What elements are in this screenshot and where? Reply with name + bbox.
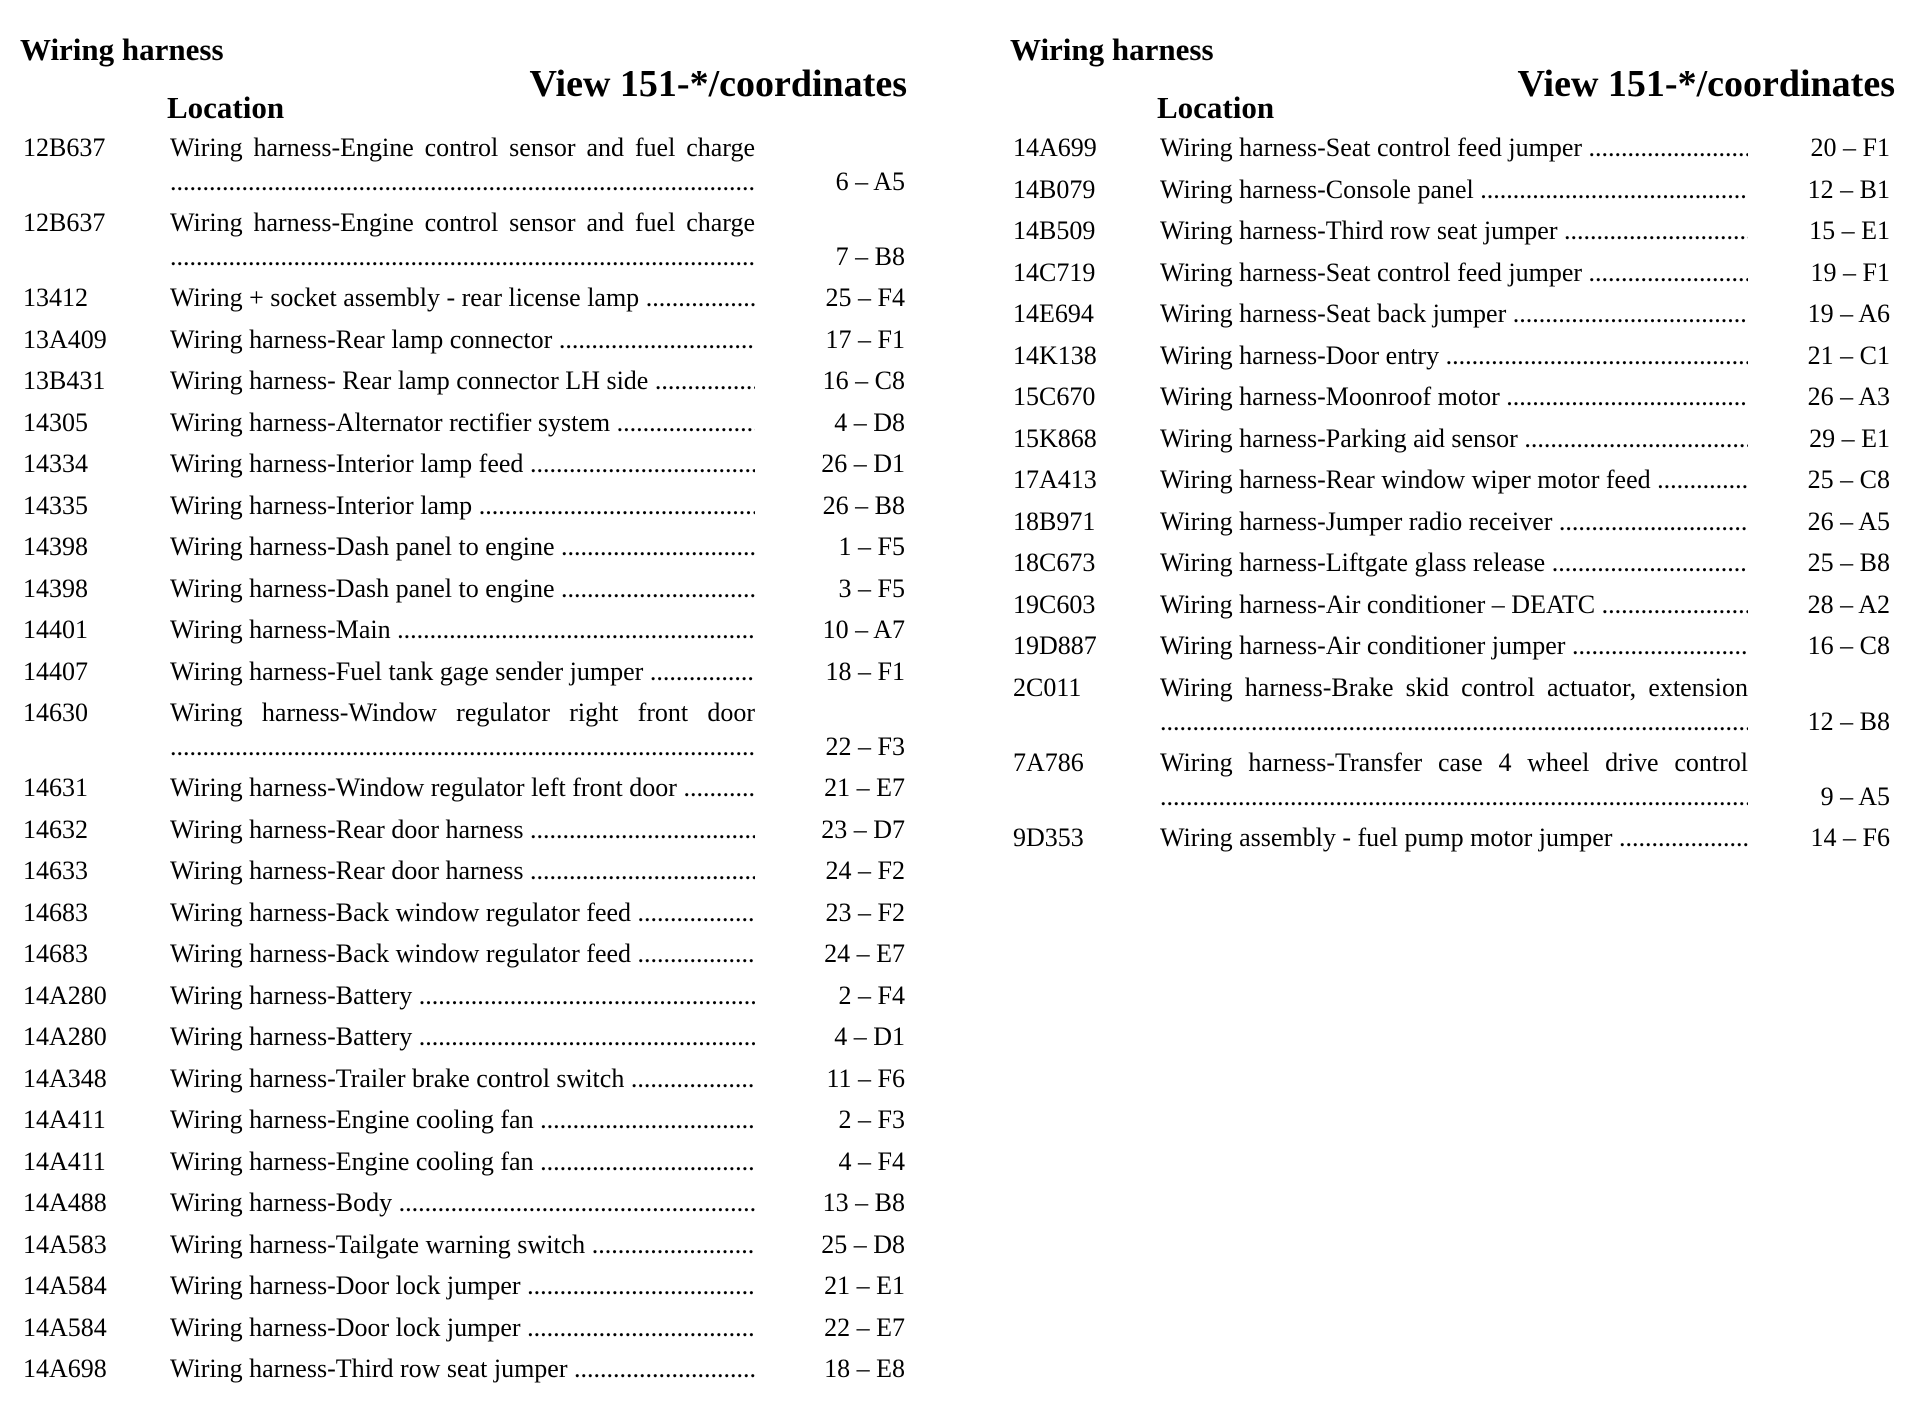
part-description: Wiring harness-Engine cooling fan ..... — [170, 1105, 755, 1135]
view-coordinate: 2 – F4 — [838, 980, 905, 1010]
view-coordinates-heading: View 151-*/coordinates — [1517, 63, 1895, 105]
part-code: 14633 — [23, 856, 88, 885]
dot-leader — [170, 242, 755, 272]
index-row — [0, 532, 905, 574]
part-code: 15K868 — [1013, 423, 1097, 453]
part-code: 14A348 — [23, 1063, 107, 1093]
part-description: Wiring harness-Dash panel to engine ..... — [170, 532, 755, 562]
part-code: 14A584 — [23, 1271, 107, 1300]
index-row — [0, 1354, 905, 1396]
part-code: 14A280 — [23, 980, 107, 1010]
part-description: Wiring harness-Trailer brake control switch ..... — [170, 1064, 755, 1094]
index-row — [0, 1271, 905, 1313]
view-coordinate: 15 – E1 — [1809, 216, 1890, 245]
view-coordinate: 26 – A3 — [1807, 382, 1890, 411]
part-code: 14A699 — [1013, 133, 1097, 162]
part-code: 14398 — [23, 532, 88, 561]
index-row — [990, 258, 1890, 300]
part-code: 14632 — [23, 814, 88, 844]
view-coordinate: 7 – B8 — [835, 242, 905, 271]
index-row — [990, 465, 1890, 507]
part-code: 14A584 — [23, 1312, 107, 1342]
part-description: Wiring harness-Seat control feed jumper ..... — [1160, 258, 1748, 288]
part-description: Wiring harness-Window regulator right front door — [170, 698, 755, 727]
index-row — [990, 216, 1890, 258]
index-row — [0, 325, 905, 367]
part-code: 14631 — [23, 773, 88, 802]
index-row — [0, 981, 905, 1023]
part-description: Wiring harness-Rear door harness ..... — [170, 815, 755, 845]
index-row — [990, 548, 1890, 590]
view-coordinate: 21 – C1 — [1807, 340, 1890, 370]
part-description: Wiring harness-Engine control sensor and fuel charge — [170, 208, 755, 237]
part-description: Wiring harness-Interior lamp ..... — [170, 491, 755, 521]
view-coordinate: 29 – E1 — [1809, 423, 1890, 453]
part-description: Wiring harness-Air conditioner – DEATC ..... — [1160, 590, 1748, 620]
view-coordinate: 25 – B8 — [1807, 548, 1890, 577]
view-coordinate: 22 – F3 — [825, 732, 905, 761]
part-code: 14A280 — [23, 1022, 107, 1051]
part-description: Wiring harness-Door lock jumper ..... — [170, 1313, 755, 1343]
view-coordinate: 10 – A7 — [822, 615, 905, 644]
index-row — [0, 1188, 905, 1230]
view-coordinate: 18 – E8 — [824, 1354, 905, 1383]
part-code: 2C011 — [1013, 672, 1082, 702]
part-description: Wiring harness-Engine control sensor and fuel charge — [170, 133, 755, 162]
wiring-harness-heading: Wiring harness — [1010, 32, 1214, 67]
index-row — [0, 939, 905, 981]
view-coordinate: 26 – B8 — [822, 490, 905, 520]
dot-leader — [170, 732, 755, 762]
index-row — [0, 1313, 905, 1355]
part-code: 12B637 — [23, 208, 106, 237]
view-coordinate: 2 – F3 — [838, 1105, 905, 1134]
part-code: 14305 — [23, 407, 88, 437]
part-description: Wiring harness-Console panel ..... — [1160, 175, 1748, 205]
index-row — [0, 408, 905, 450]
right-index-list — [990, 133, 1890, 864]
index-row — [0, 133, 905, 208]
index-row — [0, 698, 905, 773]
part-code: 7A786 — [1013, 747, 1084, 777]
part-description: Wiring harness-Seat back jumper ..... — [1160, 299, 1748, 329]
index-row — [0, 1105, 905, 1147]
index-row — [0, 657, 905, 699]
part-code: 14B079 — [1013, 174, 1096, 204]
index-row — [0, 773, 905, 815]
part-code: 14407 — [23, 656, 88, 686]
index-row — [990, 424, 1890, 466]
index-row — [0, 1147, 905, 1189]
dot-leader — [170, 167, 755, 197]
index-row — [990, 382, 1890, 424]
view-coordinate: 16 – C8 — [1807, 631, 1890, 660]
index-row — [990, 507, 1890, 549]
part-description: Wiring harness-Window regulator left front door ..... — [170, 773, 755, 803]
part-code: 14334 — [23, 449, 88, 478]
index-row — [0, 898, 905, 940]
part-code: 13412 — [23, 283, 88, 312]
view-coordinate: 25 – F4 — [825, 283, 905, 312]
part-description: Wiring harness-Rear lamp connector ..... — [170, 325, 755, 355]
part-code: 9D353 — [1013, 822, 1084, 852]
view-coordinate: 26 – A5 — [1807, 506, 1890, 536]
index-row — [990, 590, 1890, 632]
part-code: 19D887 — [1013, 631, 1097, 660]
part-description: Wiring harness-Engine cooling fan ..... — [170, 1147, 755, 1177]
part-description: Wiring harness-Door entry ..... — [1160, 341, 1748, 371]
view-coordinate: 21 – E1 — [824, 1271, 905, 1300]
part-description: Wiring harness-Air conditioner jumper ..... — [1160, 631, 1748, 661]
part-description: Wiring harness-Moonroof motor ..... — [1160, 382, 1748, 412]
view-coordinate: 23 – D7 — [821, 814, 905, 844]
view-coordinate: 18 – F1 — [825, 656, 905, 686]
part-code: 14335 — [23, 490, 88, 520]
view-coordinate: 4 – D8 — [834, 407, 905, 437]
part-description: Wiring assembly - fuel pump motor jumper ..... — [1160, 823, 1748, 853]
view-coordinate: 23 – F2 — [825, 897, 905, 927]
part-code: 18C673 — [1013, 548, 1096, 577]
view-coordinate: 28 – A2 — [1807, 589, 1890, 619]
part-description: Wiring harness-Third row seat jumper ..... — [170, 1354, 755, 1384]
index-row — [0, 574, 905, 616]
part-code: 13A409 — [23, 324, 107, 354]
part-description: Wiring + socket assembly - rear license lamp ..... — [170, 283, 755, 313]
part-description: Wiring harness-Rear window wiper motor feed ..... — [1160, 465, 1748, 495]
index-row — [0, 449, 905, 491]
index-row — [0, 856, 905, 898]
part-description: Wiring harness-Rear door harness ..... — [170, 856, 755, 886]
part-code: 14683 — [23, 939, 88, 968]
part-description: Wiring harness-Back window regulator feed ..... — [170, 898, 755, 928]
index-row — [0, 1022, 905, 1064]
part-code: 14A488 — [23, 1188, 107, 1217]
part-code: 12B637 — [23, 133, 106, 162]
index-row — [0, 208, 905, 283]
view-coordinate: 16 – C8 — [822, 366, 905, 395]
part-description: Wiring harness-Dash panel to engine ..... — [170, 574, 755, 604]
part-code: 14401 — [23, 615, 88, 644]
part-description: Wiring harness-Transfer case 4 wheel drive control — [1160, 747, 1748, 777]
index-row — [990, 299, 1890, 341]
part-code: 14A698 — [23, 1354, 107, 1383]
part-description: Wiring harness-Main ..... — [170, 615, 755, 645]
index-row — [990, 823, 1890, 865]
part-code: 14B509 — [1013, 216, 1096, 245]
view-coordinate: 20 – F1 — [1810, 133, 1890, 162]
part-code: 14A411 — [23, 1105, 106, 1134]
view-coordinate: 22 – E7 — [824, 1312, 905, 1342]
view-coordinate: 4 – D1 — [834, 1022, 905, 1051]
part-code: 14K138 — [1013, 340, 1097, 370]
part-description: Wiring harness-Parking aid sensor ..... — [1160, 424, 1748, 454]
index-row — [0, 815, 905, 857]
wiring-harness-heading: Wiring harness — [20, 32, 224, 67]
part-description: Wiring harness-Fuel tank gage sender jumper ..... — [170, 657, 755, 687]
dot-leader — [1160, 707, 1748, 737]
part-code: 18B971 — [1013, 506, 1096, 536]
part-code: 14398 — [23, 573, 88, 603]
part-code: 14E694 — [1013, 299, 1094, 328]
view-coordinate: 25 – C8 — [1807, 465, 1890, 494]
view-coordinate: 6 – A5 — [835, 167, 905, 196]
part-code: 14A583 — [23, 1229, 107, 1259]
view-coordinate: 12 – B8 — [1807, 706, 1890, 736]
index-row — [0, 615, 905, 657]
part-description: Wiring harness-Seat control feed jumper ..... — [1160, 133, 1748, 163]
view-coordinate: 9 – A5 — [1820, 781, 1890, 811]
view-coordinate: 11 – F6 — [826, 1063, 905, 1093]
view-coordinate: 13 – B8 — [822, 1188, 905, 1217]
index-row — [990, 748, 1890, 823]
part-description: Wiring harness-Back window regulator feed ..... — [170, 939, 755, 969]
view-coordinate: 14 – F6 — [1810, 822, 1890, 852]
part-code: 17A413 — [1013, 465, 1097, 494]
part-code: 14A411 — [23, 1146, 106, 1176]
part-code: 14683 — [23, 897, 88, 927]
index-row — [990, 673, 1890, 748]
view-coordinate: 26 – D1 — [821, 449, 905, 478]
part-description: Wiring harness-Interior lamp feed ..... — [170, 449, 755, 479]
part-code: 14C719 — [1013, 257, 1096, 287]
index-row — [990, 341, 1890, 383]
index-row — [990, 175, 1890, 217]
index-row — [0, 366, 905, 408]
view-coordinate: 19 – F1 — [1810, 257, 1890, 287]
view-coordinate: 21 – E7 — [824, 773, 905, 802]
part-code: 15C670 — [1013, 382, 1096, 411]
part-description: Wiring harness-Tailgate warning switch ..... — [170, 1230, 755, 1260]
view-coordinate: 4 – F4 — [838, 1146, 905, 1176]
left-index-list — [0, 133, 905, 1396]
part-description: Wiring harness-Jumper radio receiver ..... — [1160, 507, 1748, 537]
part-description: Wiring harness-Battery ..... — [170, 1022, 755, 1052]
index-row — [990, 631, 1890, 673]
view-coordinate: 24 – F2 — [825, 856, 905, 885]
view-coordinate: 19 – A6 — [1807, 299, 1890, 328]
view-coordinate: 25 – D8 — [821, 1229, 905, 1259]
view-coordinate: 3 – F5 — [838, 573, 905, 603]
part-description: Wiring harness-Body ..... — [170, 1188, 755, 1218]
location-heading: Location — [167, 90, 285, 125]
index-row — [0, 283, 905, 325]
part-description: Wiring harness-Alternator rectifier system ..... — [170, 408, 755, 438]
view-coordinate: 1 – F5 — [838, 532, 905, 561]
index-row — [0, 491, 905, 533]
location-heading: Location — [1157, 90, 1275, 125]
part-code: 13B431 — [23, 366, 106, 395]
view-coordinate: 17 – F1 — [825, 324, 905, 354]
view-coordinates-heading: View 151-*/coordinates — [529, 63, 907, 105]
part-code: 19C603 — [1013, 589, 1096, 619]
index-row — [990, 133, 1890, 175]
dot-leader — [1160, 782, 1748, 812]
part-description: Wiring harness-Liftgate glass release ..... — [1160, 548, 1748, 578]
part-description: Wiring harness-Door lock jumper ..... — [170, 1271, 755, 1301]
part-description: Wiring harness-Third row seat jumper ..... — [1160, 216, 1748, 246]
part-description: Wiring harness-Brake skid control actuator, extension — [1160, 672, 1748, 702]
part-code: 14630 — [23, 698, 88, 727]
index-row — [0, 1230, 905, 1272]
index-row — [0, 1064, 905, 1106]
part-description: Wiring harness- Rear lamp connector LH side ..... — [170, 366, 755, 396]
view-coordinate: 12 – B1 — [1807, 174, 1890, 204]
view-coordinate: 24 – E7 — [824, 939, 905, 968]
part-description: Wiring harness-Battery ..... — [170, 981, 755, 1011]
